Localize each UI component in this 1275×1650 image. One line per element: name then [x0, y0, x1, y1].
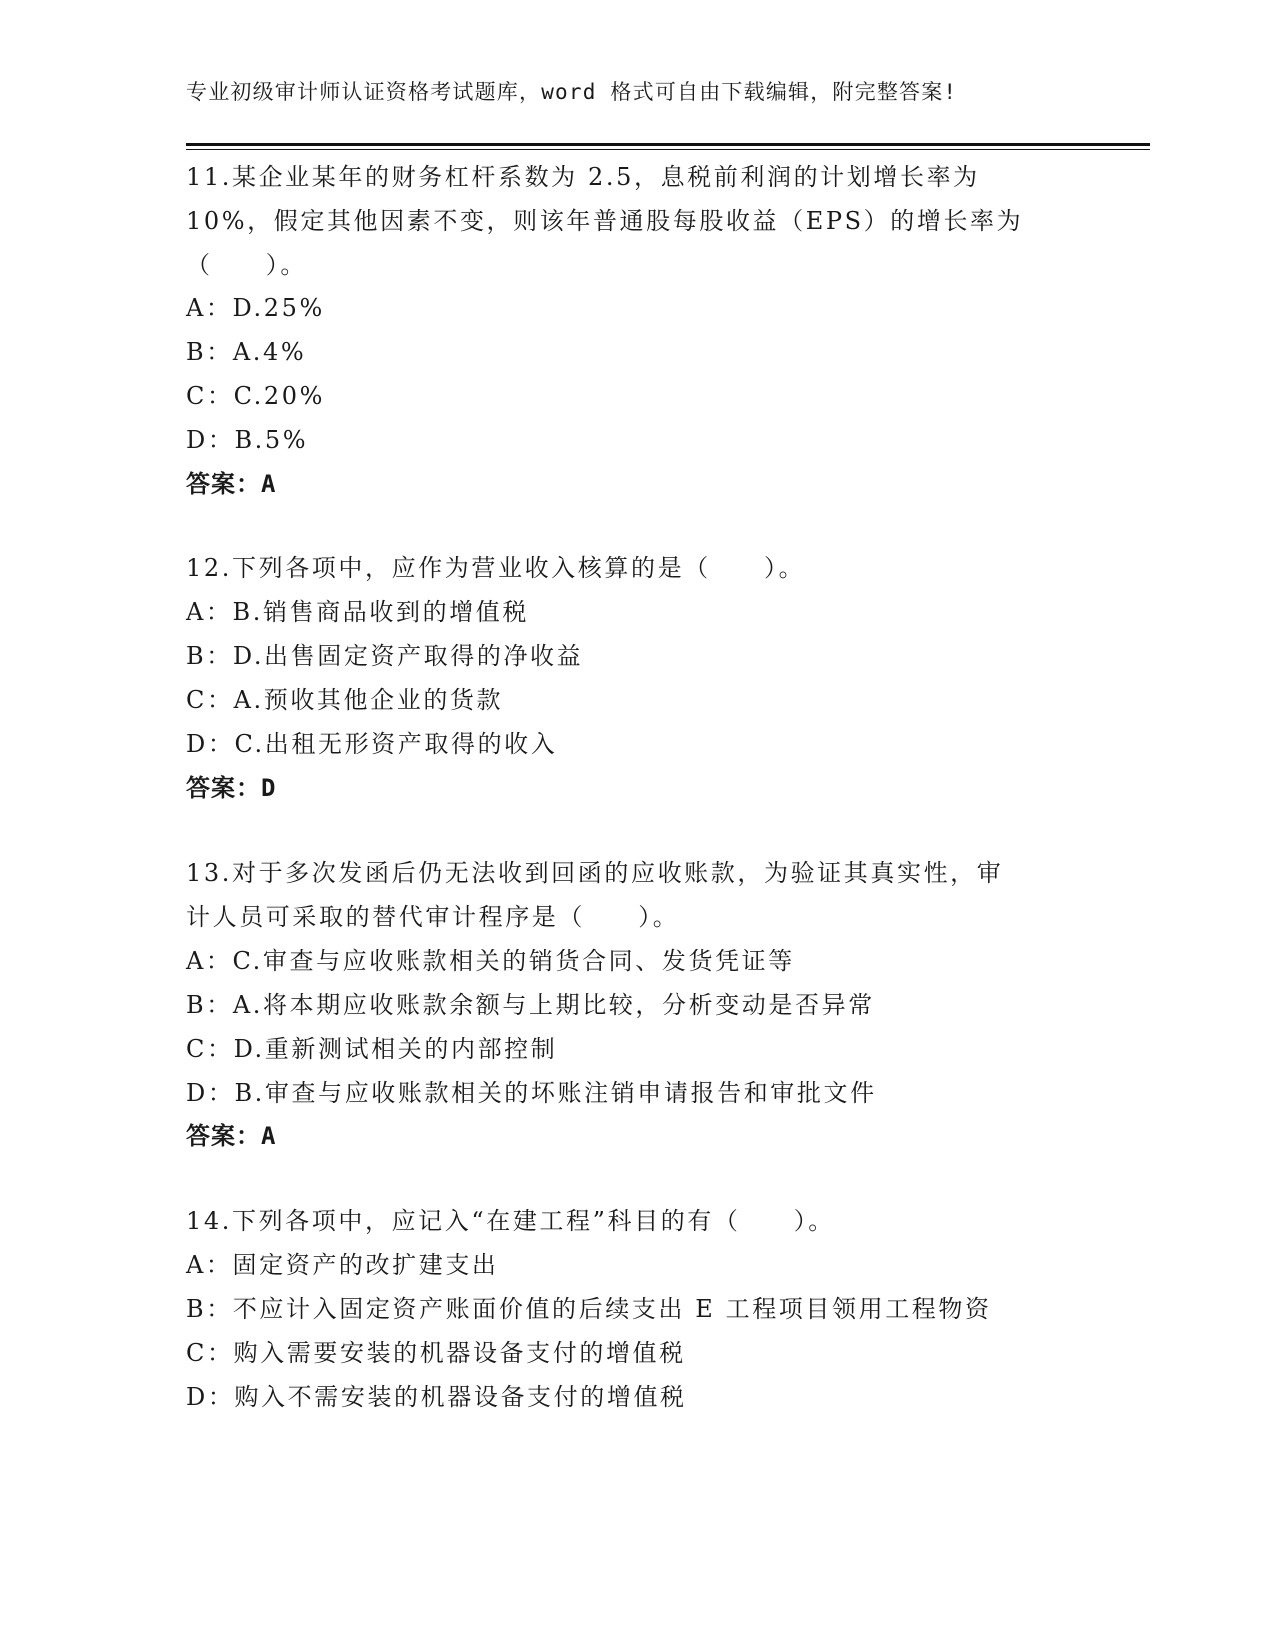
question-11-stem-line-3: （ ）。: [186, 251, 307, 279]
header-divider-thin: [186, 149, 1150, 150]
question-13-option-a: A：C.审查与应收账款相关的销货合同、发货凭证等: [186, 947, 795, 975]
question-13-answer: 答案：A: [186, 1122, 277, 1150]
question-11-answer: 答案：A: [186, 470, 277, 498]
question-12-answer: 答案：D: [186, 774, 277, 802]
question-14-option-c: C：购入需要安装的机器设备支付的增值税: [186, 1339, 686, 1367]
question-14-stem-line-1: 14.下列各项中，应记入“在建工程”科目的有（ ）。: [186, 1207, 835, 1235]
question-13-option-c: C：D.重新测试相关的内部控制: [186, 1035, 558, 1063]
question-13-option-b: B：A.将本期应收账款余额与上期比较，分析变动是否异常: [186, 991, 875, 1019]
question-11-option-d: D：B.5%: [186, 426, 309, 454]
question-11-stem-line-2: 10%，假定其他因素不变，则该年普通股每股收益（EPS）的增长率为: [186, 207, 1024, 235]
question-13-option-d: D：B.审查与应收账款相关的坏账注销申请报告和审批文件: [186, 1079, 877, 1107]
question-12-option-c: C：A.预收其他企业的货款: [186, 686, 504, 714]
question-12-option-b: B：D.出售固定资产取得的净收益: [186, 642, 584, 670]
question-11-stem-line-1: 11.某企业某年的财务杠杆系数为 2.5，息税前利润的计划增长率为: [186, 163, 980, 191]
header-divider: [186, 143, 1150, 146]
question-12-stem-line-1: 12.下列各项中，应作为营业收入核算的是（ ）。: [186, 554, 806, 582]
question-14-option-d: D：购入不需安装的机器设备支付的增值税: [186, 1383, 687, 1411]
question-14-option-b: B：不应计入固定资产账面价值的后续支出 E 工程项目领用工程物资: [186, 1295, 992, 1323]
question-11-option-b: B：A.4%: [186, 338, 307, 366]
question-13-stem-line-2: 计人员可采取的替代审计程序是（ ）。: [186, 903, 680, 931]
question-11-option-c: C：C.20%: [186, 382, 326, 410]
question-12-option-a: A：B.销售商品收到的增值税: [186, 598, 529, 626]
question-14-option-a: A：固定资产的改扩建支出: [186, 1251, 499, 1279]
question-12-option-d: D：C.出租无形资产取得的收入: [186, 730, 558, 758]
question-13-stem-line-1: 13.对于多次发函后仍无法收到回函的应收账款，为验证其真实性，审: [186, 859, 1004, 887]
question-11-option-a: A：D.25%: [186, 294, 325, 322]
page-header: 专业初级审计师认证资格考试题库，word 格式可自由下载编辑，附完整答案!: [186, 80, 958, 104]
